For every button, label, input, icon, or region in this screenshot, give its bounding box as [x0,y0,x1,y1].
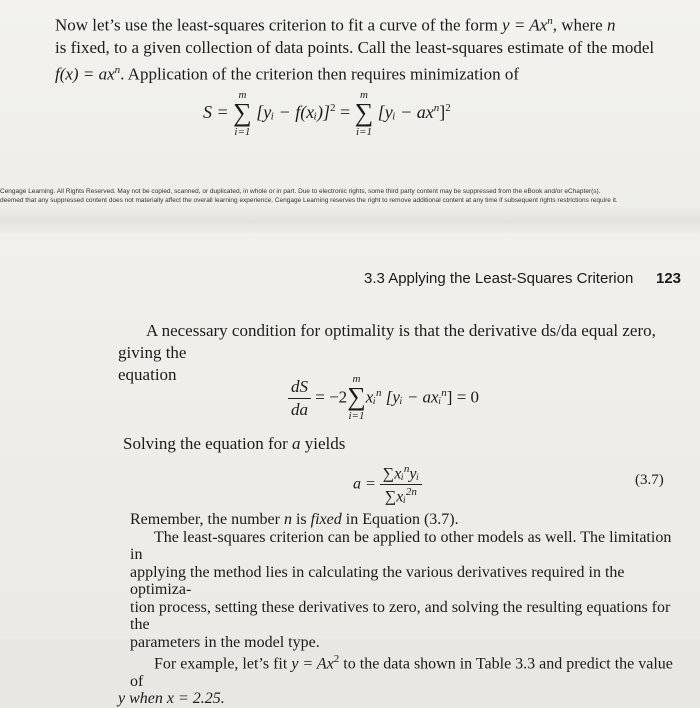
sum-symbol: ∑ m i=1 [233,89,252,138]
equation-a: a = $\frac{\sum xᵢ^nyᵢ}{\sum xᵢ^{2n}}$ [353,463,422,507]
section-title: 3.3 Applying the Least-Squares Criterion [364,270,634,287]
intro-line-1: Now let’s use the least-squares criterion to fit a curve of the form $y = Ax^n$, where n [55,15,616,35]
intro-line-2: is fixed, to a given collection of data points. Call the least-squares estimate of the model [55,37,655,57]
equation-derivative: $\frac{dS}{da}$ = −2∑ m i=1 xᵢ$^n$ [yᵢ − axᵢ$^n$] = 0 [288,377,479,420]
equation-number: (3.7) [635,472,664,488]
intro-line-3: $f(x) = ax^n$. Application of the criterion then requires minimization of [55,63,520,84]
page-number: 123 [656,270,682,287]
a-fraction: $\frac{\sum xᵢ^nyᵢ}{\sum xᵢ^{2n}}$ [380,463,422,507]
intro-paragraph [55,10,675,85]
derivative-fraction: $\frac{dS}{da}$ [288,377,311,420]
sum-symbol: ∑ m i=1 [354,89,374,138]
remember-paragraph: Remember, the number n is fixed in Equation (3.7). The least-squares criterion can be applied to other models as well. The limitation in applying the method lies in calculating the various derivatives required in the optimiza- tion process, setting these derivatives to zero, and solving the resulting equations for the parameters in the model type. For example, let’s fit $y = Ax^2$ to the data shown in Table 3.3 and predict the value of y when x = 2.25. [118,511,673,708]
copyright-notice: Cengage Learning. All Rights Reserved. May not be copied, scanned, or duplicated, in whole or in part. Due to electronic rights, some third party content may be suppressed from the eBook and/or eChapter(s). deemed that any suppressed content does not materially affect the overall learning experience. Cengage Learning reserves the right to remove additional content at any time if subsequent rights restrictions require it. [0,188,618,204]
equation-s: S = ∑ m i=1 [yᵢ − f(xᵢ)]$^2$ = ∑ m i=1 [yᵢ − $ax^n]^2$ [203,89,451,138]
page-gap [0,205,700,235]
solving-line: Solving the equation for a yields [123,434,346,453]
sum-symbol: ∑ m i=1 [347,373,366,423]
optimality-paragraph: A necessary condition for optimality is that the derivative ds/da equal zero, giving the equation [118,321,656,384]
